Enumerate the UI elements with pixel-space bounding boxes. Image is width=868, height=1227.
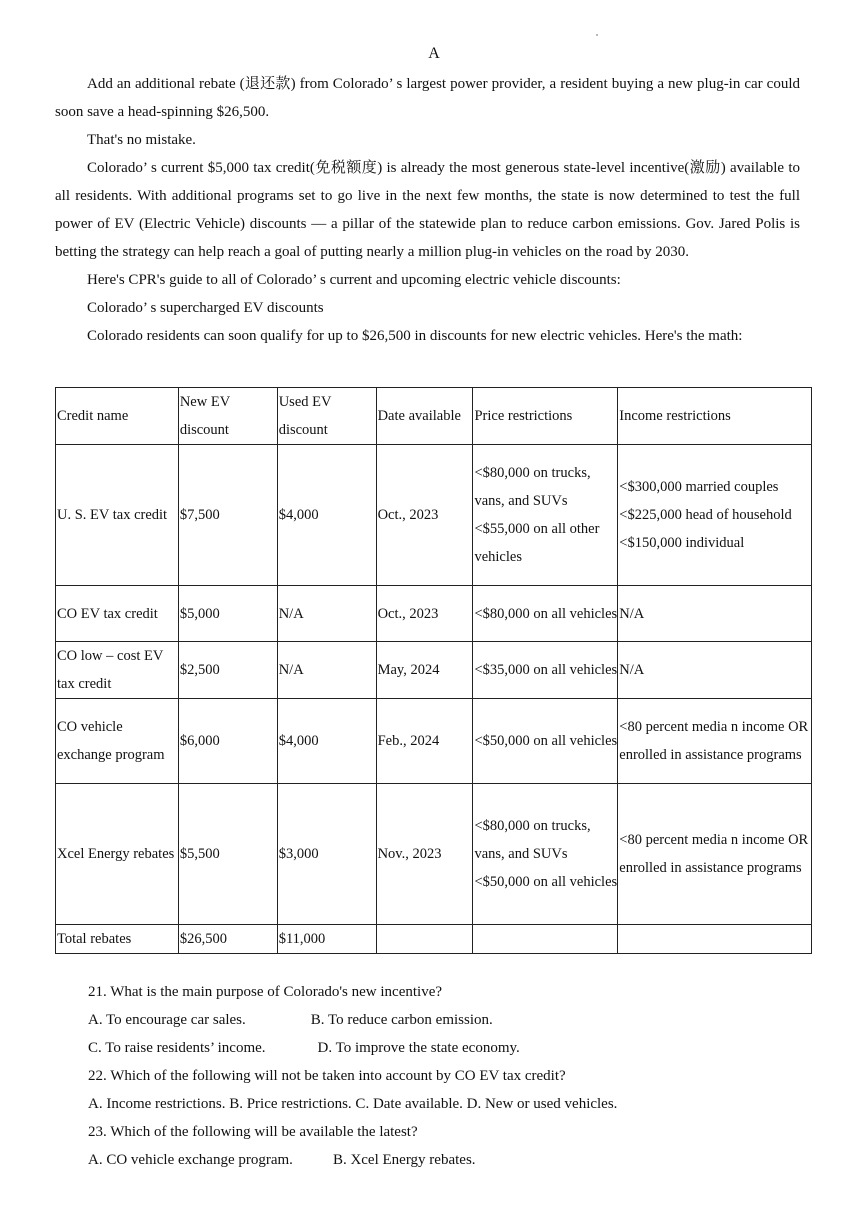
paragraph: Add an additional rebate (退还款) from Colorado’ s largest power provider, a resident buying a new plug-in car could soon save a head-spinning $26,500. <box>55 76 800 120</box>
table-cell: Feb., 2024 <box>376 699 473 784</box>
table-cell: $5,000 <box>178 586 277 642</box>
table-cell <box>376 925 473 954</box>
table-cell: $2,500 <box>178 642 277 699</box>
header-cell: Credit name <box>56 388 179 445</box>
header-cell: Price restrictions <box>473 388 618 445</box>
header-cell: New EV discount <box>178 388 277 445</box>
table-cell: CO low – cost EV tax credit <box>56 642 179 699</box>
table-cell: <$35,000 on all vehicles <box>473 642 618 699</box>
table-row <box>56 784 812 925</box>
header-cell: Income restrictions <box>618 388 812 445</box>
reading-passage <box>55 70 800 350</box>
table-cell: <$80,000 on trucks, vans, and SUVs <$55,000 on all other vehicles <box>473 445 618 586</box>
table-cell: $3,000 <box>277 784 376 925</box>
question-21: 21. What is the main purpose of Colorado's new incentive? <box>88 984 443 1000</box>
table-cell: Total rebates <box>56 925 179 954</box>
table-cell: Oct., 2023 <box>376 586 473 642</box>
table-cell: CO EV tax credit <box>56 586 179 642</box>
table-total-row <box>56 925 812 954</box>
table-cell <box>618 925 812 954</box>
table-cell: May, 2024 <box>376 642 473 699</box>
table-cell: $6,000 <box>178 699 277 784</box>
table-cell: $26,500 <box>178 925 277 954</box>
table-cell: N/A <box>618 642 812 699</box>
option-a: A. CO vehicle exchange program. <box>88 1152 293 1168</box>
table-cell: <$80,000 on trucks, vans, and SUVs <$50,000 on all vehicles <box>473 784 618 925</box>
table-row <box>56 445 812 586</box>
table-cell: $4,000 <box>277 699 376 784</box>
option-b: B. To reduce carbon emission. <box>310 1012 493 1028</box>
question-23: 23. Which of the following will be available the latest? <box>88 1124 418 1140</box>
option-c: C. To raise residents’ income. <box>88 1040 266 1056</box>
table-cell: <80 percent media n income OR enrolled in assistance programs <box>618 784 812 925</box>
table-cell: Oct., 2023 <box>376 445 473 586</box>
table-cell: $11,000 <box>277 925 376 954</box>
table-cell: $5,500 <box>178 784 277 925</box>
table-cell: U. S. EV tax credit <box>56 445 179 586</box>
table-cell <box>473 925 618 954</box>
option-a: A. To encourage car sales. <box>88 1012 246 1028</box>
option-d: D. To improve the state economy. <box>317 1040 520 1056</box>
table-cell: N/A <box>277 586 376 642</box>
question-22: 22. Which of the following will not be taken into account by CO EV tax credit? <box>88 1068 566 1084</box>
ev-discount-table <box>55 387 812 954</box>
option-b: B. Xcel Energy rebates. <box>332 1152 476 1168</box>
table-cell: <$80,000 on all vehicles <box>473 586 618 642</box>
paragraph: Colorado residents can soon qualify for up to $26,500 in discounts for new electric vehicles. Here's the math: <box>87 328 743 344</box>
paragraph-subtitle: Colorado’ s supercharged EV discounts <box>87 300 324 316</box>
options-row <box>88 1006 808 1034</box>
section-letter: A <box>428 45 440 62</box>
options-row: A. Income restrictions. B. Price restrictions. C. Date available. D. New or used vehicles. <box>88 1096 618 1112</box>
table-cell: <$50,000 on all vehicles <box>473 699 618 784</box>
paragraph: That's no mistake. <box>87 132 196 148</box>
table-cell: Xcel Energy rebates <box>56 784 179 925</box>
table-header-row <box>56 388 812 445</box>
question-block <box>88 978 808 1174</box>
table-cell: $7,500 <box>178 445 277 586</box>
table-cell: N/A <box>618 586 812 642</box>
table-row <box>56 699 812 784</box>
table-row <box>56 642 812 699</box>
options-row <box>88 1146 808 1174</box>
header-cell: Used EV discount <box>277 388 376 445</box>
scan-speck <box>596 34 598 36</box>
table-cell: N/A <box>277 642 376 699</box>
table-cell: Nov., 2023 <box>376 784 473 925</box>
table-cell: <80 percent media n income OR enrolled in assistance programs <box>618 699 812 784</box>
table-cell: <$300,000 married couples <$225,000 head of household <$150,000 individual <box>618 445 812 586</box>
table-cell: CO vehicle exchange program <box>56 699 179 784</box>
header-cell: Date available <box>376 388 473 445</box>
table-cell: $4,000 <box>277 445 376 586</box>
table-row <box>56 586 812 642</box>
paragraph: Here's CPR's guide to all of Colorado’ s current and upcoming electric vehicle discounts: <box>87 272 621 288</box>
options-row <box>88 1034 808 1062</box>
paragraph: Colorado’ s current $5,000 tax credit(免税额度) is already the most generous state-level incentive(激励) available to all residents. With additional programs set to go live in the next few months, the state is now determined to test the full power of EV (Electric Vehicle) discounts — a pillar of the statewide plan to reduce carbon emissions. Gov. Jared Polis is betting the strategy can help reach a goal of putting nearly a million plug-in vehicles on the road by 2030. <box>55 160 800 260</box>
